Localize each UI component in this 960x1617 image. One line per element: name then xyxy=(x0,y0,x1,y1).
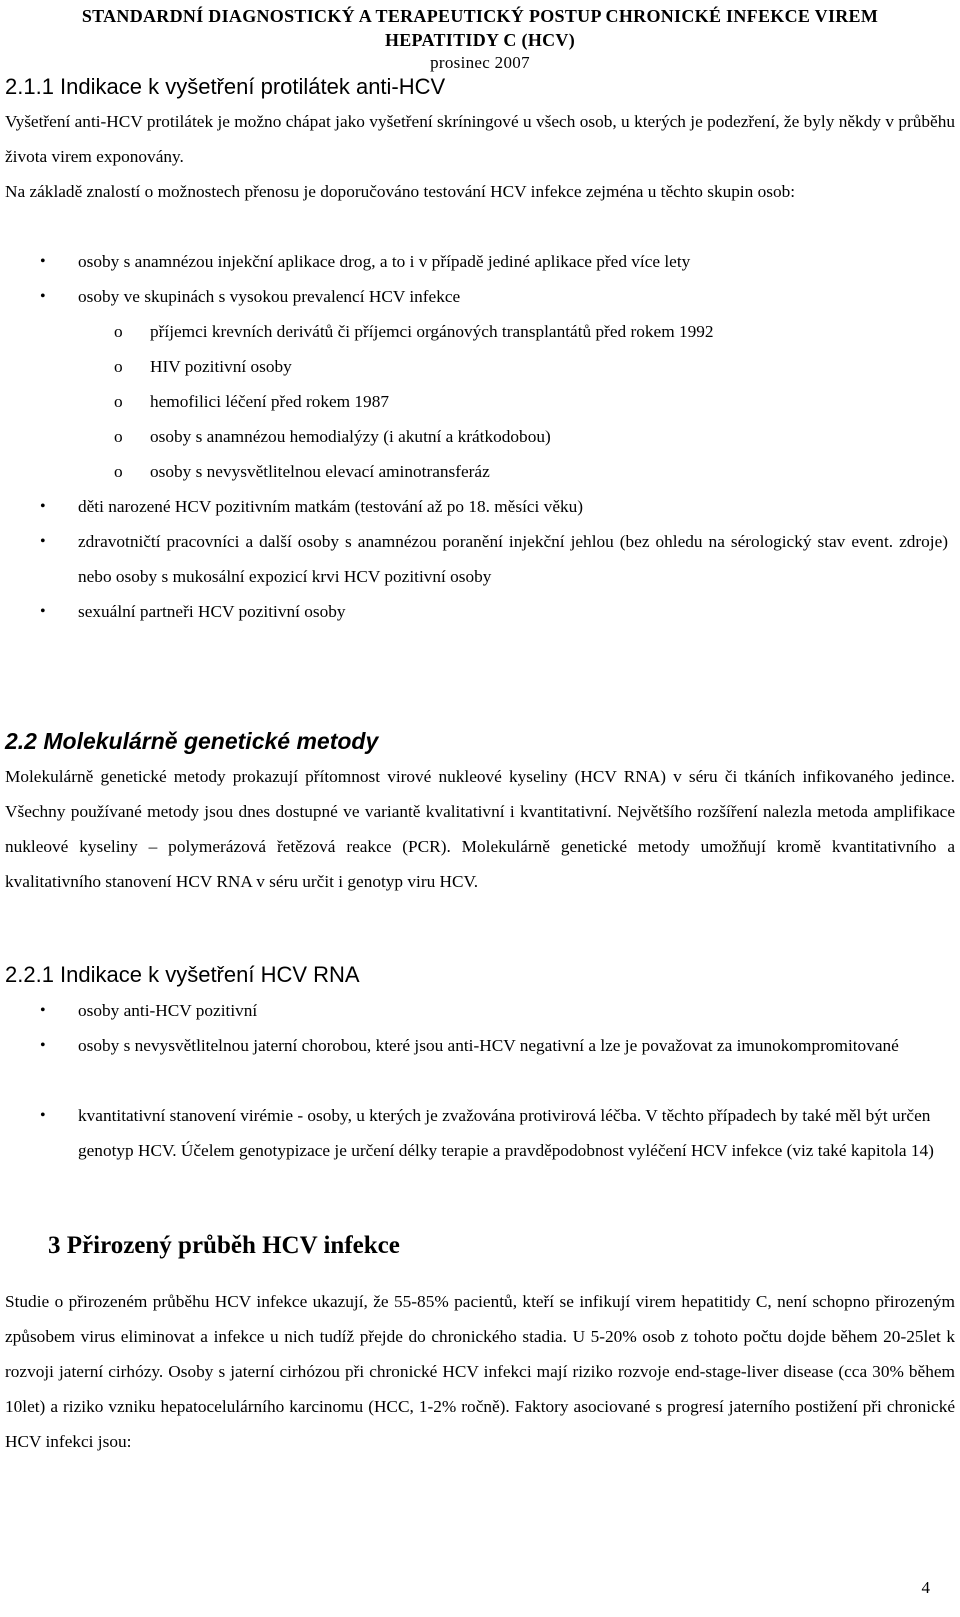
section-2-2-paragraph: Molekulárně genetické metody prokazují přítomnost virové nukleové kyseliny (HCV RNA) v séru či tkáních infikovaného jedince. Všechny používané metody jsou dnes dostupné ve variantě kvalitativní i kvantitativní. Největšího rozšíření nalezla metoda amplifikace nukleové kyseliny – polymerázová řetězová reakce (PCR). Molekulárně genetické metody umožňují kromě kvantitativního a kvalitativního stanovení HCV RNA v séru určit i genotyp viru HCV. xyxy=(5,767,955,891)
sub-bullet-icon: o xyxy=(114,427,123,446)
list-item: osoby anti-HCV pozitivní xyxy=(78,1001,258,1020)
sub-list-item: hemofilici léčení před rokem 1987 xyxy=(150,392,389,411)
sub-bullet-icon: o xyxy=(114,322,123,341)
bullet-icon: • xyxy=(40,498,46,515)
bullet-icon: • xyxy=(40,533,46,550)
sub-bullet-icon: o xyxy=(114,357,123,376)
list-item: děti narozené HCV pozitivním matkám (testování až po 18. měsíci věku) xyxy=(78,497,584,516)
document-header-line2: HEPATITIDY C (HCV) xyxy=(384,30,576,50)
document-header-date: prosinec 2007 xyxy=(430,53,530,72)
sub-list-item: příjemci krevních derivátů či příjemci orgánových transplantátů před rokem 1992 xyxy=(150,322,714,341)
section-2-1-1-paragraph-2: Na základě znalostí o možnostech přenosu je doporučováno testování HCV infekce zejména u těchto skupin osob: xyxy=(5,182,796,201)
bullet-icon: • xyxy=(40,1107,46,1124)
list-item: sexuální partneři HCV pozitivní osoby xyxy=(78,602,346,621)
list-item: osoby ve skupinách s vysokou prevalencí HCV infekce xyxy=(78,287,461,306)
list-item: zdravotničtí pracovníci a další osoby s anamnézou poranění injekční jehlou (bez ohledu na sérologický stav event. zdroje) nebo osoby s mukosální expozicí krvi HCV pozitivní osoby xyxy=(78,532,948,586)
sub-list-item: osoby s nevysvětlitelnou elevací aminotransferáz xyxy=(150,462,490,481)
sub-bullet-icon: o xyxy=(114,392,123,411)
bullet-icon: • xyxy=(40,253,46,270)
list-item: osoby s anamnézou injekční aplikace drog, a to i v případě jediné aplikace před více lety xyxy=(78,252,691,271)
bullet-icon: • xyxy=(40,1037,46,1054)
section-2-2-heading: 2.2 Molekulárně genetické metody xyxy=(5,728,379,754)
list-item: kvantitativní stanovení virémie - osoby, u kterých je zvažována protivirová léčba. V těchto případech by také měl být určen genotyp HCV. Účelem genotypizace je určení délky terapie a pravděpodobnost vyléčení HCV infekce (viz také kapitola 14) xyxy=(78,1106,934,1160)
section-2-1-1-heading: 2.1.1 Indikace k vyšetření protilátek anti-HCV xyxy=(5,74,446,99)
page-number: 4 xyxy=(921,1578,930,1597)
bullet-icon: • xyxy=(40,288,46,305)
section-3-heading: 3 Přirozený průběh HCV infekce xyxy=(48,1232,400,1259)
document-header-line1: STANDARDNÍ DIAGNOSTICKÝ A TERAPEUTICKÝ POSTUP CHRONICKÉ INFEKCE VIREM xyxy=(81,6,879,26)
sub-bullet-icon: o xyxy=(114,462,123,481)
sub-list-item: HIV pozitivní osoby xyxy=(150,357,292,376)
bullet-icon: • xyxy=(40,603,46,620)
sub-list-item: osoby s anamnézou hemodialýzy (i akutní a krátkodobou) xyxy=(150,427,551,446)
bullet-icon: • xyxy=(40,1002,46,1019)
list-item: osoby s nevysvětlitelnou jaterní chorobou, které jsou anti-HCV negativní a lze je považovat za imunokompromitované xyxy=(78,1036,899,1055)
section-2-1-1-paragraph-1: Vyšetření anti-HCV protilátek je možno chápat jako vyšetření skríningové u všech osob, u kterých je podezření, že byly někdy v průběhu života virem exponovány. xyxy=(5,112,955,166)
section-2-2-1-heading: 2.2.1 Indikace k vyšetření HCV RNA xyxy=(5,962,360,987)
section-3-paragraph: Studie o přirozeném průběhu HCV infekce ukazují, že 55-85% pacientů, kteří se infikují virem hepatitidy C, není schopno přirozeným způsobem virus eliminovat a infekce u nich tudíž přejde do chronického stadia. U 5-20% osob z tohoto počtu dojde během 20-25let k rozvoji jaterní cirhózy. Osoby s jaterní cirhózou při chronické HCV infekci mají riziko rozvoje end-stage-liver disease (cca 30% během 10let) a riziko vzniku hepatocelulárního karcinomu (HCC, 1-2% ročně). Faktory asociované s progresí jaterního postižení při chronické HCV infekci jsou: xyxy=(5,1292,955,1451)
